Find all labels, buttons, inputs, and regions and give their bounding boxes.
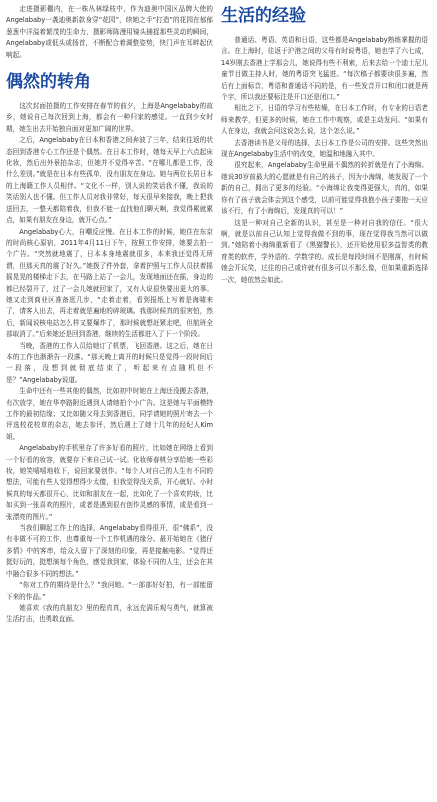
body-paragraph: 很究起来，Angelababy生命里最不偶然的转折就是有了小海绵。她说30岁前最大的心愿就是有自己的孩子，因为小海绵，她发现了一个新的自己，拥出了更多的经验。“小海绵让我变得更强大，真的，如果你有了孩子就会体会到这个感受，以前可能觉得我抱小孩子要抱一天应该不行，有了小海绵后，发现真的可以！” <box>221 161 428 216</box>
body-paragraph: 当我们聊起工作上的选择，Angelababy看得很开，很“佛系”，没有非做不可的工作，也尊重每一个工作机遇的缘分。最开始她在《猪仔多情》中的客串，给众人留下了深刻的印象，再是接触电影。“觉得还挺好玩的，挺想演每个角色，感觉我到家，体验不同的人生，还会在其中融合很多不同的想法。” <box>6 524 213 578</box>
body-paragraph: 她喜欢《我的真朋友》里的程真真，永远充满乐观与勇气，就算被生活打击，也勇敢直面。 <box>6 603 213 624</box>
body-paragraph: “你对工作的期待是什么？”我问她。“一部部好好拍，有一部能留下来的作品。” <box>6 581 213 601</box>
intro-paragraph: 走进摄影棚内，在一株丛林绿枝中，作为迪奥中国区品牌大使的Angelababy一袭迪奥新款身穿“花园”，续她之手“打造”的花园在郁郁葱葱中洋溢着繁茂的生命力，摄影师陈漫用镜头捕捉那些灵动的瞬间，Angelababy或低头或扬首，不断配合着调整姿势，快门声在耳畔起伏响起。 <box>6 5 213 59</box>
body-paragraph: Angelababy的手机里存了许多好看的照片，比如她在网络上看到一个好看的妆容，就要存下来自己试一试。化妆师春桃分享给她一些彩妆，她笑嘻嘻地收下，说回家要创作。“每个人对自己的人生有不同的想法，可能有些人觉得想得少太傻，但我觉得没关系，开心就好。小时候真的每天都很开心，比如和朋友在一起，比如化了一个喜欢的妆，比如买到一张喜欢的照片，或者是遇到很有创作灵感的事情，或是看到一张漂亮的图片。” <box>6 444 213 521</box>
section-heading-turning-point: 偶然的转角 <box>6 72 91 93</box>
body-paragraph: 去香港读书是父母的选择，去日本工作是公司的安排。这些突然出现在Angelababy生活中的改变，她温和地融入其中。 <box>221 138 428 159</box>
section-heading-life-experience: 生活的经验 <box>221 6 306 26</box>
body-paragraph: 当晚，香港的工作人员给她订了机票，飞回香港。这之后，她在日本的工作也渐渐告一段落。“那天晚上离开的时候只是觉得一段时间后一段落，没想到就彻底结束了，听起来有点随机但不是？”Angelababy说道。 <box>6 341 213 384</box>
right-column <box>221 4 428 802</box>
body-paragraph: 这是一种对自己全新的认识，甚至是一种对自我的信任。“很大啊，就是以前自己认知上觉得我做不到的事，现在觉得我当然可以做到。”她陪着小海绵重新看了《黑猫警长》，还开始使用很多益智类的教育类的软件，学外语的、学数学的。成长是每段时间不是刚落，有时候她会开玩笑，过往的自己或许就有很多可以不那么像，但如果重新选择一次，她依然会如此。 <box>221 218 428 284</box>
body-paragraph: 相比之下，日语的学习有些枯燥，在日本工作时，有专业的日语老师来教学，但更多的时候，她在工作中观察，或是主动发问。“如果有人在身边，我就会问这说怎么说，这个怎么说。” <box>221 104 428 136</box>
body-paragraph: 之后，Angelababy在日本和香港之间奔波了三年，结束往返的状态回到香港专心工作还是个偶然。在日本工作时，她每天早上六点起床化妆，然后出外景拍杂志，但她并不觉得辛苦。“在哪儿都是工作，没什么差别。”就是在日本有些孤单，没有朋友在身边。她与两位长居日本的上海籍工作人员相伴。“文化不一样，别人说的笑话我不懂，我说的笑话别人也不懂。但工作人员对我非常好，每天很早来接我，晚上把我送回去，一整天都陪着我，但我不能一直找他们聊天啊，我觉得累就累点，如果有朋友在身边，就开心点。” <box>6 136 213 225</box>
left-column <box>6 4 213 802</box>
body-paragraph: Angelababy心大，自嘲反应慢。在日本工作的时候，她住在东京的时尚核心原宿，2011年4月11日下午，按照工作安排，她要去拍一个广告。“突然就地震了，日本本身地震就很多，本来我还觉得无所谓，但那天真的震了好久。”她拨了件外套，拿着护照与工作人员扶着摇摇晃晃的楼梯走下去，在马路上站了一会儿，发现地面还在摇，身边的都已经裂开了，过了一会儿她就回家了，又有人说很快要出更大的事。她又走到商业区准备逛几步，“走着走着，看到报纸上写着是海啸来了，请客人出去，再走着就是遍地的碎玻璃。我那时候真的很害怕，然后，新闻说核电站怎么样又要爆炸了，那时候就想赶紧走吧，但航班全部取消了。”后来她还是回到香港，继续的生活都进入了下一个阶段。 <box>6 227 213 339</box>
body-paragraph: 这次封面拍摄的工作安排在春节的前夕，上海是Angelababy的故乡，她说自己每次回到上海，都会有一种归家的感觉。一直到少女时期，她生出去开始独自面对更加广阔的世界。 <box>6 102 213 133</box>
body-paragraph: 普通话、粤语、英语和日语，这些都是Angelababy熟练掌握的语言。在上海时，往返于沪港之间的父母有时说粤语，她也学了六七成，14岁刚去香港上学那会儿，她说得有些不利索，后来去给一个迪士尼儿童节目做主持人时，她的粤语突飞猛进。“每次稿子都要读很多遍，然后有上面标音，粤语和普通话不同的是，有一些发音开口和闭口就是两个字，所以我还要标注是开口还是闭口。” <box>221 36 428 102</box>
body-paragraph: 生命中还有一些其他的偶然，比如初中时她在上海还没搬去香港，有次放学，她在华亭路附近遇到人请她拍个小广告。这是她与平面模特工作的最初结缘；又比如随父母去到香港后，同学请她的照片寄去一个评选校花校草的杂志，她去参评，然后遇上了她十几年的经纪人Kim姐。 <box>6 387 213 441</box>
